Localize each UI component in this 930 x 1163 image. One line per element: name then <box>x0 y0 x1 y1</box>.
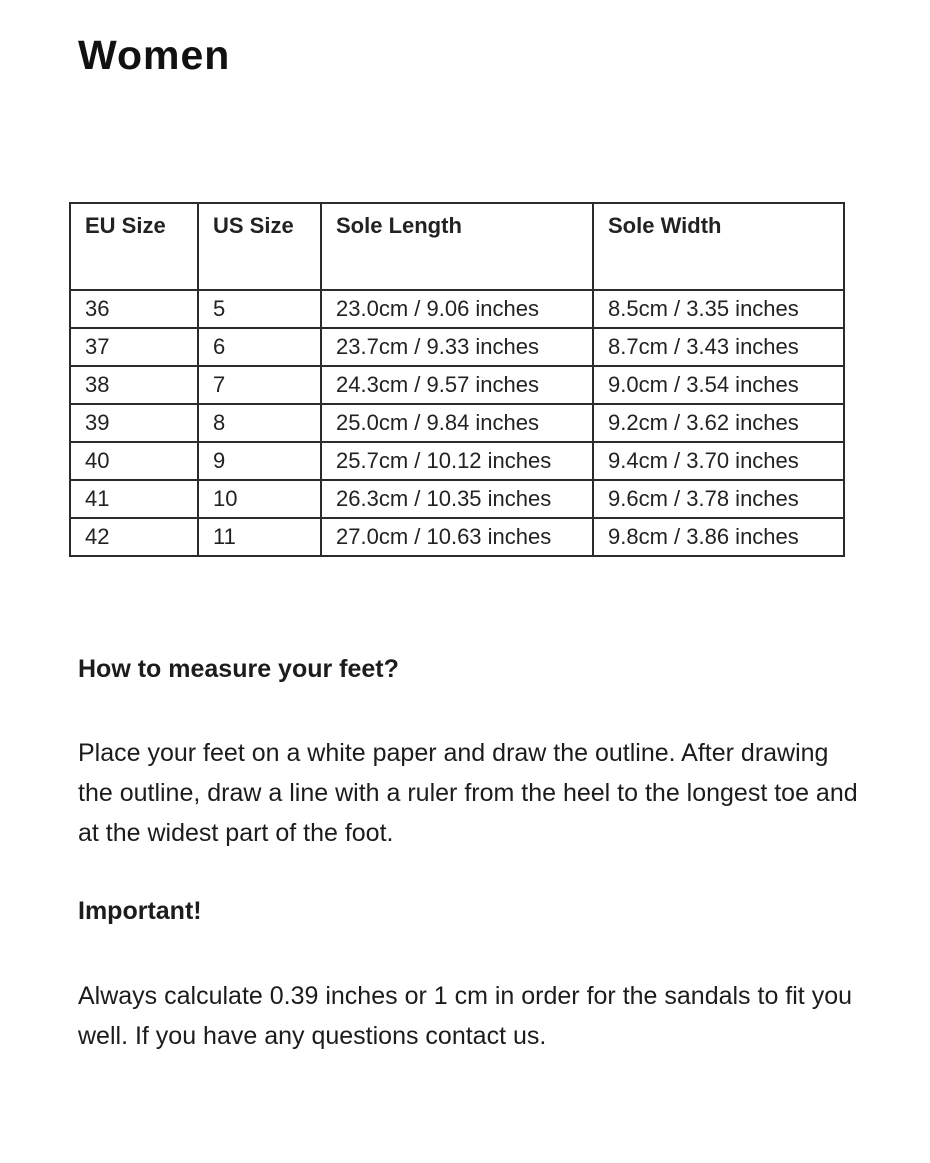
cell-eu-size: 37 <box>70 328 198 366</box>
cell-sole-length: 23.0cm / 9.06 inches <box>321 290 593 328</box>
cell-sole-width: 8.5cm / 3.35 inches <box>593 290 844 328</box>
cell-us-size: 6 <box>198 328 321 366</box>
table-header-row <box>70 203 844 290</box>
table-row <box>70 290 844 328</box>
important-heading: Important! <box>78 897 202 925</box>
cell-sole-length: 23.7cm / 9.33 inches <box>321 328 593 366</box>
column-header-sole-width: Sole Width <box>593 203 844 290</box>
table-row <box>70 442 844 480</box>
table-row <box>70 366 844 404</box>
cell-sole-width: 9.2cm / 3.62 inches <box>593 404 844 442</box>
cell-sole-width: 9.8cm / 3.86 inches <box>593 518 844 556</box>
cell-sole-length: 24.3cm / 9.57 inches <box>321 366 593 404</box>
measure-feet-paragraph: Place your feet on a white paper and draw the outline. After drawing the outline, draw a line with a ruler from the heel to the longest toe and at the widest part of the foot. <box>78 739 858 847</box>
cell-eu-size: 40 <box>70 442 198 480</box>
cell-us-size: 11 <box>198 518 321 556</box>
column-header-us-size: US Size <box>198 203 321 290</box>
cell-sole-width: 9.4cm / 3.70 inches <box>593 442 844 480</box>
cell-sole-length: 27.0cm / 10.63 inches <box>321 518 593 556</box>
table-row <box>70 328 844 366</box>
cell-us-size: 10 <box>198 480 321 518</box>
cell-us-size: 7 <box>198 366 321 404</box>
table-row <box>70 480 844 518</box>
measure-feet-heading: How to measure your feet? <box>78 655 399 683</box>
cell-sole-length: 25.0cm / 9.84 inches <box>321 404 593 442</box>
cell-sole-length: 25.7cm / 10.12 inches <box>321 442 593 480</box>
cell-eu-size: 36 <box>70 290 198 328</box>
cell-sole-width: 9.6cm / 3.78 inches <box>593 480 844 518</box>
cell-sole-width: 9.0cm / 3.54 inches <box>593 366 844 404</box>
column-header-eu-size: EU Size <box>70 203 198 290</box>
table-row <box>70 518 844 556</box>
cell-sole-width: 8.7cm / 3.43 inches <box>593 328 844 366</box>
page-title: Women <box>78 32 231 78</box>
cell-sole-length: 26.3cm / 10.35 inches <box>321 480 593 518</box>
important-paragraph: Always calculate 0.39 inches or 1 cm in order for the sandals to fit you well. If you have any questions contact us. <box>78 982 852 1050</box>
cell-eu-size: 41 <box>70 480 198 518</box>
cell-us-size: 8 <box>198 404 321 442</box>
cell-us-size: 5 <box>198 290 321 328</box>
cell-eu-size: 42 <box>70 518 198 556</box>
cell-eu-size: 38 <box>70 366 198 404</box>
cell-us-size: 9 <box>198 442 321 480</box>
column-header-sole-length: Sole Length <box>321 203 593 290</box>
size-table <box>69 202 845 557</box>
cell-eu-size: 39 <box>70 404 198 442</box>
table-row <box>70 404 844 442</box>
